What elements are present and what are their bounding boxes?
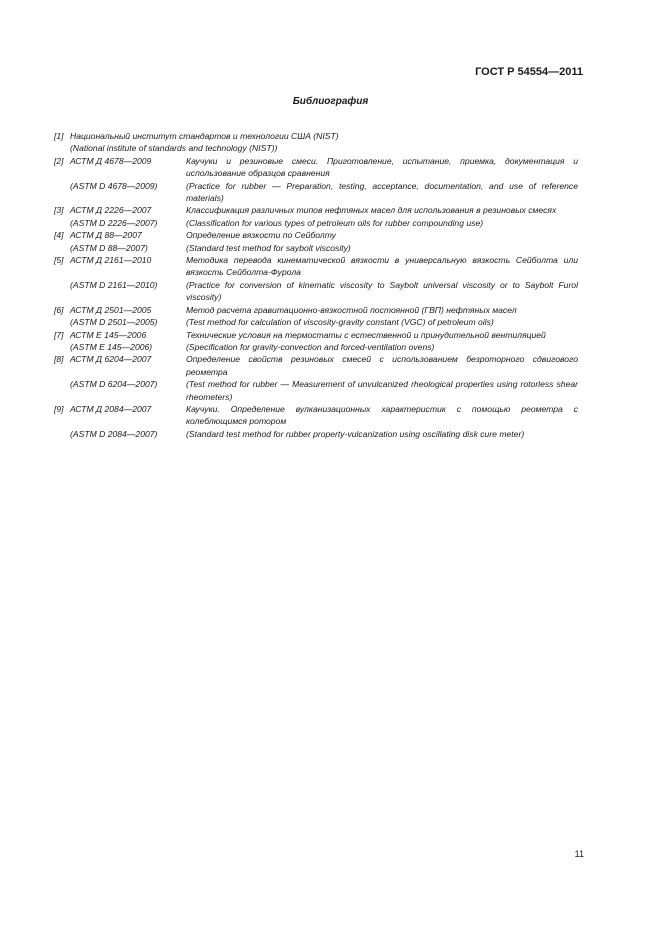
entry-number: [3] — [54, 205, 64, 216]
bibliography-entry — [54, 130, 578, 142]
bibliography-entry-translation — [54, 428, 578, 440]
entry-description-en: (Standard test method for rubber property-vulcanization using oscillating disk cure meter) — [186, 428, 525, 439]
entry-code-en: (ASTM D 2501—2005) — [70, 317, 158, 328]
bibliography-entry-translation — [54, 316, 578, 328]
entry-number: [5] — [54, 255, 64, 266]
entry-description: Классификация различных типов нефтяных масел для использования в резиновых смесях — [186, 205, 557, 216]
document-standard-number: ГОСТ Р 54554—2011 — [475, 66, 583, 78]
entry-description-en: (Test method for calculation of viscosity-gravity constant (VGC) of petroleum oils) — [186, 317, 494, 328]
bibliography-entry-translation — [54, 180, 578, 205]
entry-description-en: (Test method for rubber — Measurement of unvulcanized rheological properties using rotorless shear rheometers) — [186, 379, 578, 402]
entry-description: Каучуки и резиновые смеси. Приготовление, испытание, приемка, документация и использование образцов сравнения — [186, 155, 578, 179]
bibliography-entry — [54, 254, 578, 279]
entry-text: Национальный институт стандартов и технологии США (NIST) — [70, 131, 339, 141]
page-number: 11 — [574, 849, 584, 859]
entry-code-en: (ASTM D 4678—2009) — [70, 180, 158, 191]
entry-code: АСТМ Д 2084—2007 — [70, 403, 152, 414]
entry-code-en: (ASTM D 2084—2007) — [70, 428, 158, 439]
bibliography-entry — [54, 304, 578, 316]
entry-code-en: (ASTM D 2226—2007) — [70, 217, 158, 228]
entry-code: АСТМ Д 2161—2010 — [70, 255, 152, 266]
entry-code-en: (ASTM D 88—2007) — [70, 242, 148, 253]
entry-text-en: (National institute of standards and technology (NIST)) — [70, 143, 278, 154]
entry-code: АСТМ Д 6204—2007 — [70, 354, 152, 365]
entry-code: АСТМ Д 2226—2007 — [70, 205, 152, 216]
bibliography-entry — [54, 329, 578, 341]
entry-description: Определение свойств резиновых смесей с использованием безроторного сдвигового реометра — [186, 354, 578, 377]
entry-number: [7] — [54, 329, 64, 340]
entry-number: [1] — [54, 131, 64, 141]
page-title: Библиография — [292, 96, 369, 107]
bibliography-list — [54, 130, 578, 440]
entry-description-en: (Specification for gravity-convection and forced-ventilation ovens) — [186, 341, 435, 352]
bibliography-entry-translation — [54, 279, 578, 304]
entry-code-en: (ASTM D 2161—2010) — [70, 279, 158, 290]
entry-code: АСТМ Е 145—2006 — [70, 329, 147, 340]
entry-description: Метод расчета гравитационно-вязкостной постоянной (ГВП) нефтяных масел — [186, 304, 517, 315]
bibliography-entry-translation — [54, 142, 578, 154]
bibliography-entry — [54, 155, 578, 180]
entry-number: [6] — [54, 304, 64, 315]
bibliography-entry-translation — [54, 217, 578, 229]
entry-number: [2] — [54, 155, 64, 166]
entry-code-en: (ASTM E 145—2006) — [70, 341, 153, 352]
entry-description: Определение вязкости по Сейболту — [186, 230, 336, 241]
entry-number: [4] — [54, 230, 64, 241]
entry-number: [8] — [54, 354, 64, 365]
entry-description-en: (Practice for rubber — Preparation, testing, acceptance, documentation, and use of reference materials) — [186, 180, 578, 204]
entry-code: АСТМ Д 2501—2005 — [70, 304, 152, 315]
bibliography-entry — [54, 204, 578, 216]
bibliography-entry — [54, 353, 578, 378]
bibliography-entry-translation — [54, 378, 578, 403]
entry-code: АСТМ Д 4678—2009 — [70, 155, 152, 166]
entry-code-en: (ASTM D 6204—2007) — [70, 379, 158, 390]
entry-description-en: (Classification for various types of petroleum oils for rubber compounding use) — [186, 217, 484, 228]
bibliography-entry-translation — [54, 242, 578, 254]
entry-number: [9] — [54, 403, 64, 414]
entry-description-en: (Standard test method for saybolt viscosity) — [186, 242, 351, 253]
entry-description-en: (Practice for conversion of kinematic viscosity to Saybolt universal viscosity or to Saybolt Furol viscosity) — [186, 279, 578, 303]
entry-code: АСТМ Д 88—2007 — [70, 230, 142, 241]
bibliography-entry — [54, 403, 578, 428]
bibliography-entry — [54, 229, 578, 241]
entry-description: Технические условия на термостаты с естественной и принудительной вентиляцией — [186, 329, 546, 340]
entry-description: Каучуки. Определение вулканизационных характеристик с помощью реометра с колеблющимся ротором — [186, 403, 578, 427]
bibliography-entry-translation — [54, 341, 578, 353]
entry-description: Методика перевода кинематической вязкости в универсальную вязкость Сейболта или вязкость Сейболта-Фурола — [186, 255, 578, 278]
